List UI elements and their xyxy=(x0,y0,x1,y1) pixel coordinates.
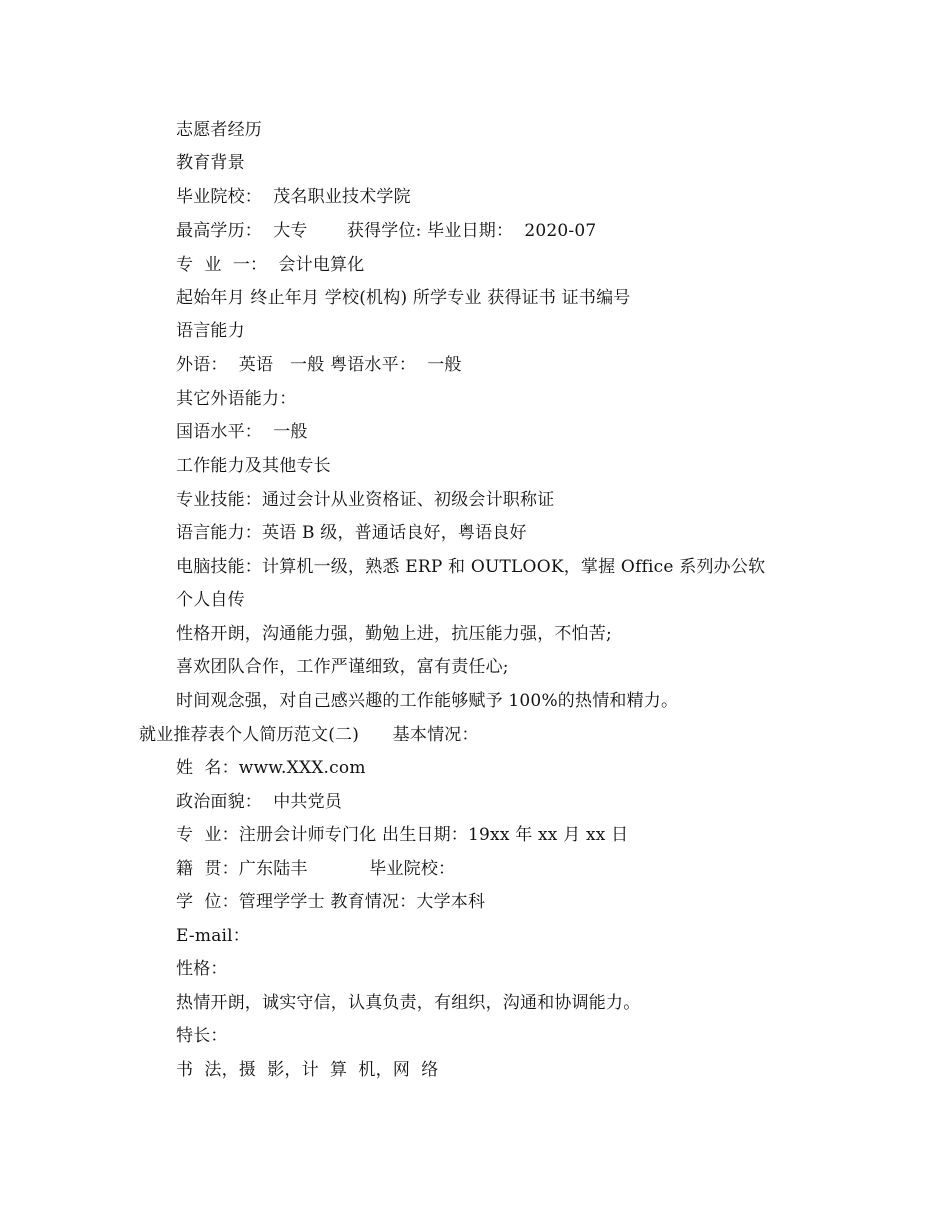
section-title-autobiography: 个人自传 xyxy=(176,590,245,610)
autobiography-line: 时间观念强，对自己感兴趣的工作能够赋予 100%的热情和精力。 xyxy=(176,691,679,711)
email-line: E-mail： xyxy=(176,926,250,946)
major-line: 专 业 一： 会计电算化 xyxy=(176,255,365,275)
foreign-language-line: 外语： 英语 一般 粤语水平： 一般 xyxy=(176,355,462,375)
autobiography-line: 喜欢团队合作，工作严谨细致，富有责任心; xyxy=(176,657,509,677)
name-line: 姓 名：www.XXX.com xyxy=(176,758,366,778)
education-table-header: 起始年月 终止年月 学校(机构) 所学专业 获得证书 证书编号 xyxy=(176,288,631,308)
section-title-skills: 工作能力及其他专长 xyxy=(176,456,331,476)
political-status-line: 政治面貌： 中共党员 xyxy=(176,792,343,812)
other-language-line: 其它外语能力： xyxy=(176,389,297,409)
hometown-school-line: 籍 贯：广东陆丰 毕业院校： xyxy=(176,859,456,879)
degree-line: 最高学历： 大专 获得学位: 毕业日期： 2020-07 xyxy=(176,221,597,241)
computer-skill-line: 电脑技能：计算机一级，熟悉 ERP 和 OUTLOOK，掌握 Office 系列办公软 xyxy=(176,557,766,577)
autobiography-line: 性格开朗，沟通能力强，勤勉上进，抗压能力强，不怕苦; xyxy=(176,624,612,644)
section-title-language: 语言能力 xyxy=(176,321,245,341)
professional-skill-line: 专业技能：通过会计从业资格证、初级会计职称证 xyxy=(176,490,555,510)
mandarin-level-line: 国语水平： 一般 xyxy=(176,422,308,442)
personality-label: 性格： xyxy=(176,959,228,979)
major-birthdate-line: 专 业：注册会计师专门化 出生日期：19xx 年 xx 月 xx 日 xyxy=(176,825,629,845)
specialty-label: 特长： xyxy=(176,1026,228,1046)
specialty-description: 书 法，摄 影，计 算 机，网 络 xyxy=(176,1060,439,1080)
degree-education-line: 学 位：管理学学士 教育情况：大学本科 xyxy=(176,892,486,912)
language-skill-line: 语言能力：英语 B 级，普通话良好，粤语良好 xyxy=(176,523,527,543)
graduate-school-line: 毕业院校： 茂名职业技术学院 xyxy=(176,187,411,207)
personality-description: 热情开朗，诚实守信，认真负责，有组织，沟通和协调能力。 xyxy=(176,993,641,1013)
section-title-education: 教育背景 xyxy=(176,153,245,173)
section-title-volunteer: 志愿者经历 xyxy=(176,120,262,140)
resume-sample-heading: 就业推荐表个人简历范文(二) 基本情况： xyxy=(139,725,479,745)
